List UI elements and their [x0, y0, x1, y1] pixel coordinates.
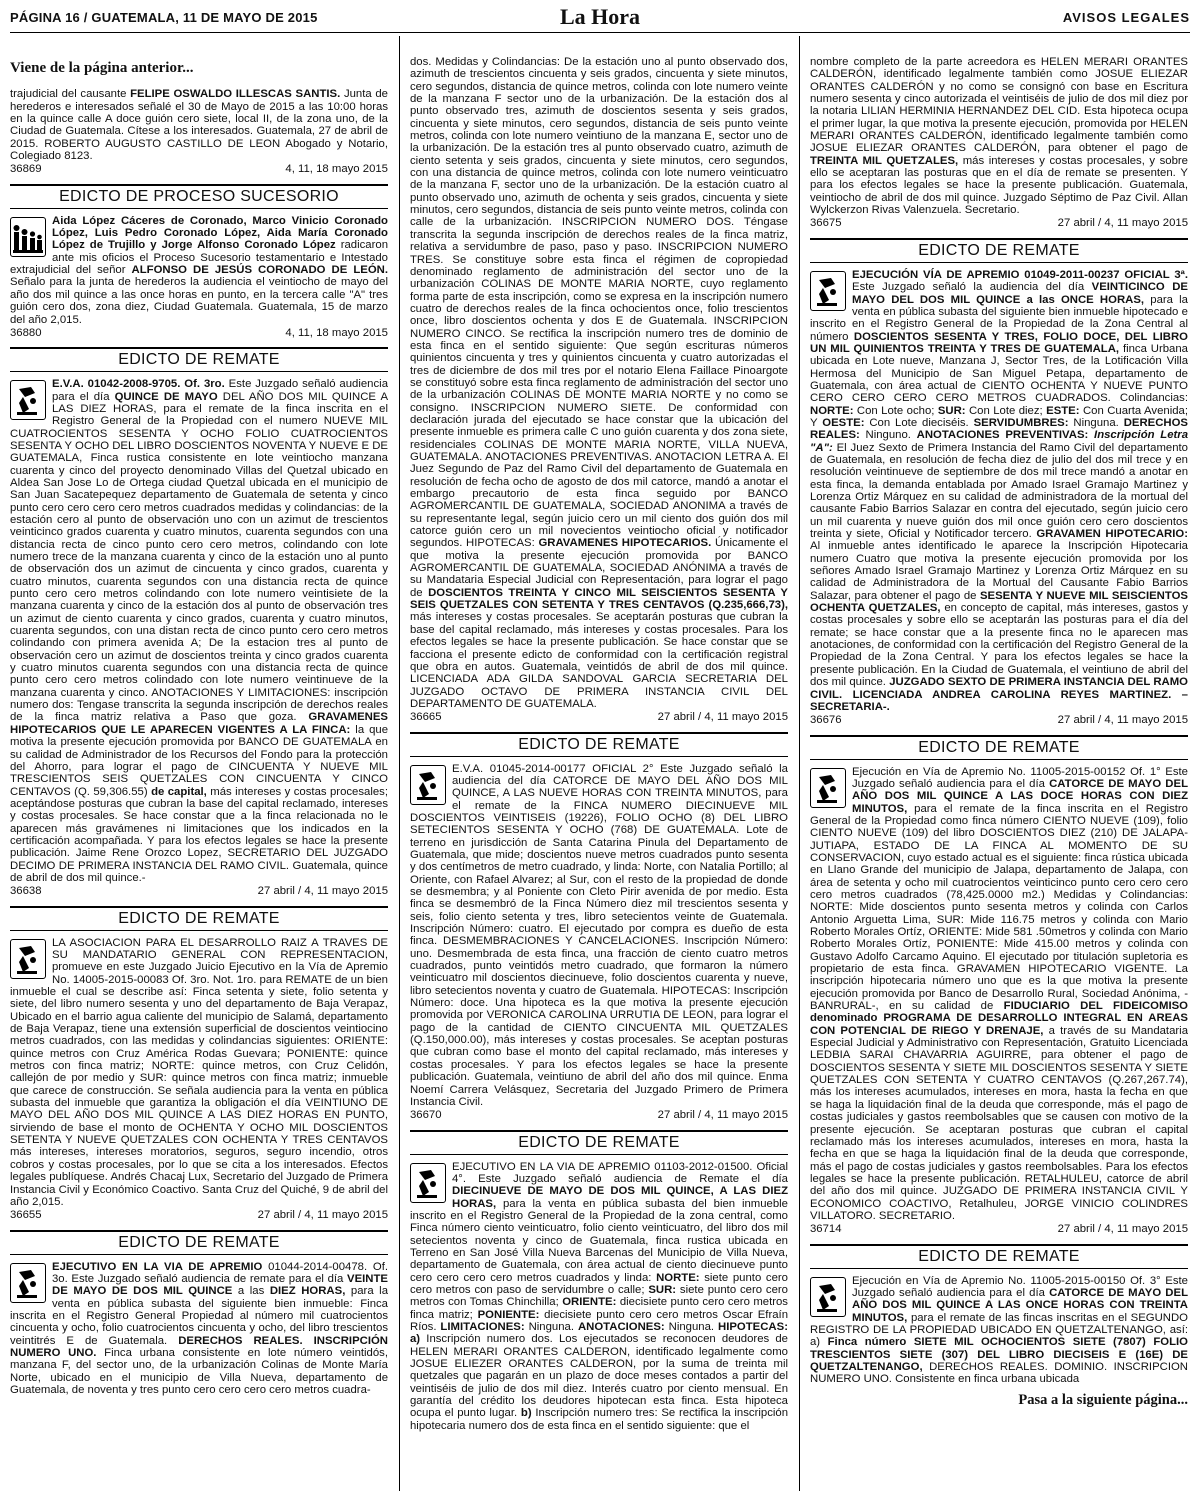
- continued-on-next-page: Pasa a la siguiente página...: [1018, 1391, 1188, 1408]
- notice-number: 36638: [10, 885, 42, 898]
- section-heading: EDICTO DE REMATE: [10, 1230, 388, 1255]
- notice-36869: trajudicial del causante FELIPE OSWALDO ILLESCAS SANTIS. Junta de herederos e interesados señalé el 30 de Mayo de 2015 a las 10:00 horas en la quince calle A doce guión cero siete, local II, de la zona uno, de la Ciudad de Guatemala. Cítese a los interesados. Guatemala, 27 de abril de 2015. ROBERTO AUGUSTO CASTILLO DE LEON Abogado y Notario, Colegiado 8123. 36869 4, 11, 18 mayo 2015: [10, 88, 388, 176]
- gavel-hand-icon: [410, 1163, 446, 1203]
- notice-number: 36670: [410, 1109, 442, 1122]
- header-rule: [10, 32, 1190, 33]
- column-divider: [399, 36, 400, 1491]
- column-3: [810, 56, 1188, 1489]
- notice-quetzaltenango: Ejecución en Vía de Apremio No. 11005-2015-00150 Of. 3° Este Juzgado señaló audiencia para el día CATORCE DE MAYO DEL AÑO DOS MIL QUINCE A LAS ONCE HORAS CON TREINTA MINUTOS, para el remate de las fincas inscritas en el SEGUNDO REGISTRO DE LA PROPIEDAD UBICADO EN QUETZALTENANGO, así: a) Finca número SIETE MIL OCHOCIENTOS SIETE (7807) FOLIO TRESCIENTOS SIETE (307) DEL LIBRO DIECISEIS E (16E) DE QUETZALTENANGO, DERECHOS REALES. DOMINIO. INSCRIPCION NUMERO UNO. Consistente en finca urbana ubicada: [810, 1274, 1188, 1386]
- notice-dates: 4, 11, 18 mayo 2015: [285, 163, 388, 176]
- gavel-hand-icon: [810, 768, 846, 808]
- notice-dates: 27 abril / 4, 11 mayo 2015: [257, 1209, 388, 1222]
- notice-36675: nombre completo de la parte acreedora es HELEN MERARI ORANTES CALDERÓN, identificado legalmente también como JOSUE ELIEZAR ORANTES CALDERÓN y no como se consignó con base en Escritura numero sesenta y cinco autorizada el veintiséis de julio de dos mil diez por la notaria LILIAN HERMINIA HERNANDEZ DEL CID. Esta hipoteca ocupa el primer lugar, la que motiva la presente ejecución, promovida por HELEN MERARI ORANTES CALDERÓN, identificado legalmente también como JOSUE ELIEZAR ORANTES CALDERÓN, para obtener el pago de TREINTA MIL QUETZALES, más intereses y costas procesales, y sobre ello se aceptaran las posturas que en el día de remate se presenten. Y para los efectos legales se hace la presente publicación. Guatemala, veintiocho de abril de dos mil quince. Juzgado Séptimo de Paz Civil. Allan Wylckerzon Rivas Valenzuela. Secretario. 36675 27 abril / 4, 11 mayo 2015: [810, 56, 1188, 230]
- column-2: [410, 56, 788, 1489]
- notice-36676: EJECUCIÓN VÍA DE APREMIO 01049-2011-00237 OFICIAL 3ª. Este Juzgado señaló la audiencia del día VEINTICINCO DE MAYO DEL DOS MIL QUINCE a las ONCE HORAS, para la venta en pública subasta del siguiente bien inmueble hipotecado e inscrito en el Registro General de la Propiedad de la Zona Central al número DOSCIENTOS SESENTA Y TRES, FOLIO DOCE, DEL LIBRO UN MIL QUINIENTOS TREINTA Y TRES DE GUATEMALA, finca Urbana ubicada en Lote nueve, Manzana J, Sector Tres, de la Lotificación Villa Hermosa del Municipio de San Miguel Petapa, departamento de Guatemala, con área actual de CIENTO OCHENTA Y NUEVE PUNTO CERO CERO CERO CERO METROS CUADRADOS. Colindancias: NORTE: Con Lote ocho; SUR: Con Lote diez; ESTE: Con Cuarta Avenida; Y OESTE: Con Lote dieciséis. SERVIDUMBRES: Ninguna. DERECHOS REALES: Ninguno. ANOTACIONES PREVENTIVAS: Inscripción Letra "A": El Juez Sexto de Primera Instancia del Ramo Civil del departamento de Guatemala, en resolución de fecha diez de julio del dos mil trece y en resolución veintinueve de septiembre de dos mil trece mandó a anotar en esta finca, la demanda entablada por Amado Israel Gramajo Martinez y Lorenza Ortiz Márquez en su calidad de administradora de la mortual del causante Fabio Barrios Salazar en contra del ejecutado, según juicio cero un mil cuarenta y nueve guión dos mil once guión cero cero doscientos treinta y siete, Oficial y Notificador tercero. GRAVAMEN HIPOTECARIO: Al inmueble antes identificado le aparece la Inscripción Hipotecaria numero Cuatro que motiva la presente ejecución promovida por los señores Amado Israel Gramajo Martinez y Lorenza Ortiz Márquez en su calidad de Administradora de la Mortual del Causante Fabio Barrios Salazar, para obtener el pago de SESENTA Y NUEVE MIL SEISCIENTOS OCHENTA QUETZALES, en concepto de capital, más intereses, gastos y costas procesales y sobre ello se aceptarán las posturas para el día del remate; se hace constar que a la presente finca no le aparecen mas anotaciones, de conformidad con la certificación del Registro General de la Propiedad de la Zona Central. Y para los efectos legales se hace la presente publicación. En la Ciudad de Guatemala, el veintiuno de abril del dos mil quince. JUZGADO SEXTO DE PRIMERA INSTANCIA DEL RAMO CIVIL. LICENCIADA ANDREA CAROLINA REYES MARTINEZ. –SECRETARIA-. 36676 27 abril / 4, 11 mayo 2015: [810, 268, 1188, 727]
- notice-36638: E.V.A. 01042-2008-9705. Of. 3ro. Este Juzgado señaló audiencia para el día QUINCE DE MAYO DEL AÑO DOS MIL QUINCE A LAS DIEZ HORAS, para el remate de la finca inscrita en el Registro General de la Propiedad con el numero NUEVE MIL CUATROCIENTOS SESENTA Y OCHO FOLIO CUATROCIENTOS SESENTA Y OCHO DEL LIBRO DOSCIENTOS NOVENTA Y NUEVE E DE GUATEMALA, Finca rustica consistente en lote veintiocho manzana cuarenta y cinco del proyecto denominado Villas del Quetzal ubicado en Aldea San Jose Lo de Ortega ciudad Quetzal ubicada en el municipio de San Juan Sacatepequez departamento de Guatemala de setenta y cinco punto cero cero cero cero metros cuadrados medidas y colindancias: de la estación cero al punto de observación uno con un azimut de trescientos veinticinco grados cuarenta y cuatro minutos, cuarenta segundos con una distancia recta de cinco punto cero cero metros, colindando con lote numero trece de la manzana cuarenta y cinco de la estación uno al punto de observación dos un azimut de cincuenta y cinco grados, cuarenta y cuatro minutos, cuarenta segundos con una distancia recta de quince punto cero cero metros colindando con lote numero veintisiete de la manzana cuarenta y cinco de la estación dos al punto de observación tres un azimut de ciento cuarenta y cinco grados, cuarenta y cuatro minutos, cuarenta segundos, con una distan recta de cinco punto cero cero metros colindando con primera avenida A; De la estacion tres al punto de observación cero un azimut de doscientos treinta y cinco grados cuarenta y cuatro minutos cuarenta segundos con una distancia recta de quince punto cero cero metros colindado con lote numero veintinueve de la manzana cuarenta y cinco. ANOTACIONES Y LIMITACIONES: inscripción numero dos: Tengase transcrita la segunda inscripción de derechos reales de la finca matriz relativa a Paso que goza. GRAVAMENES HIPOTECARIOS QUE LE APARECEN VIGENTES A LA FINCA: la que motiva la presente ejecución promovida por BANCO DE GUATEMALA en su calidad de Administrador de los Recursos del Fondo para la protección del Ahorro, para lograr el pago de CINCUENTA Y NUEVE MIL TRESCIENTOS SEIS QUETZALES CON CINCUENTA Y CINCO CENTAVOS (Q. 59,306.55) de capital, más intereses y costas procesales; aceptándose posturas que cubran la base del capital reclamado, intereses y costas procesales. Se hace constar que a la finca relacionada no le aparecen más gravámenes ni limitaciones que los indicados en la certificación acompañada. Y para los efectos legales se hace la presente publicación. Jaime Rene Orozco Lopez, SECRETARIO DEL JUZGADO DECIMO DE PRIMERA INSTANCIA DEL RAMO CIVIL. Guatemala, quince de abril de dos mil quince.- 36638 27 abril / 4, 11 mayo 2015: [10, 378, 388, 898]
- notice-36670: E.V.A. 01045-2014-00177 OFICIAL 2° Este Juzgado señaló la audiencia del día CATORCE DE MAYO DEL AÑO DOS MIL QUINCE, A LAS NUEVE HORAS CON TREINTA MINUTOS, para el remate de la FINCA NUMERO DIECINUEVE MIL DOSCIENTOS VEINTISEIS (19226), FOLIO OCHO (8) DEL LIBRO SETECIENTOS SESENTA Y OCHO (768) DE GUATEMALA. Lote de terreno en jurisdicción de Santa Catarina Pinula del Departamento de Guatemala, que mide; doscientos nueve metros cuadrados punto sesenta y dos centímetros de metro cuadrado, y linda: Norte, con Natalia Portillo; al Oriente, con Rafael Alvarez; al Sur, con el resto de la propiedad de donde se desmembra; y al Poniente con Cleto Pirir avenida de por medio. Esta finca se desmembró de la Finca Número diez mil trescientos sesenta y seis, folio ciento setenta y tres, libro setecientos veinte de Guatemala. Inscripción Número: cuatro. El ejecutado por compra es dueño de esta finca. DESMEMBRACIONES Y CANCELACIONES. Inscripción Número: uno. Desmembrada de esta finca, una fracción de ciento cuatro metros cuadrados, punto veintidós metro cuadrado, que formaron la número veinticuatro mil doscientos diecinueve, folio doscientos cuarenta y nueve, libro setecientos noventa y cuatro de Guatemala. HIPOTECAS: Inscripción Número: doce. Una hipoteca es la que motiva la presente ejecución promovida por VERONICA CAROLINA URRUTIA DE LEON, para lograr el pago de la cantidad de CIENTO CINCUENTA MIL QUETZALES (Q.150,000.00), más intereses y costas procesales. Se aceptan posturas que cubran como base el monto del capital reclamado, más intereses y costas procesales. Y para los efectos legales se hace la presente publicación. Guatemala, veintiuno de abril del año dos mil quince. Enma Noemí Carrera Velásquez, Secretaria del Juzgado Primero de Primera Instancia Civil. 36670 27 abril / 4, 11 mayo 2015: [410, 762, 788, 1122]
- section-heading: EDICTO DE PROCESO SUCESORIO: [10, 184, 388, 209]
- gavel-hand-icon: [10, 380, 46, 420]
- gavel-hand-icon: [10, 1263, 46, 1303]
- notice-dates: 27 abril / 4, 11 mayo 2015: [1057, 714, 1188, 727]
- notice-dates: 4, 11, 18 mayo 2015: [285, 326, 388, 339]
- section-heading: EDICTO DE REMATE: [810, 735, 1188, 760]
- notice-dates: 27 abril / 4, 11 mayo 2015: [657, 1109, 788, 1122]
- notice-dates: 27 abril / 4, 11 mayo 2015: [1057, 1223, 1188, 1236]
- section-heading: EDICTO DE REMATE: [810, 238, 1188, 263]
- section-heading: EDICTO DE REMATE: [810, 1244, 1188, 1269]
- gavel-hand-icon: [810, 1277, 846, 1317]
- gavel-hand-icon: [410, 765, 446, 805]
- page-header: [10, 4, 1190, 32]
- notice-36665: dos. Medidas y Colindancias: De la estación uno al punto observado dos, azimuth de trescientos cincuenta y seis grados, cincuenta y siete minutos, cero segundos, distancia de quince metros, colinda con lote numero veinte de la manzana F sector uno de la urbanización. De la estación dos al punto observado tres, azimuth de doscientos sesenta y seis grados, cincuenta y siete minutos, cero segundos, distancia de seis punto veinte metros, colinda con lote numero veintiuno de la manzana E, sector uno de la urbanización. De la estación tres al punto observado cuatro, azimuth de ciento setenta y seis grados, cincuenta y siete minutos, cero segundos, con una distancia de quince metros, colinda con lote numero veinticuatro de la manzana F, sector uno de la urbanización. De la estación cuatro al punto observado uno, azimuth de ochenta y seis grados, cincuenta y siete minutos, cero segundos, distancia de seis punto veinte metros, colinda con calle de la urbanización. INSCRIPCION NUMERO DOS. Téngase transcrita la segunda inscripción de derechos reales de la finca matriz, relativa a servidumbre de paso, paso y paso. INSCRIPCION NUMERO TRES. Se constituye sobre esta finca el régimen de copropiedad denominado reglamento de administración del sector uno de la urbanización COLINAS DE MONTE MARIA NORTE, cuyo reglamento forma parte de esta inscripción, como se expresa en la inscripción numero cuatro de derechos reales de la finca ochocientos once, folio trescientos once, libro doscientos ochenta y dos E de Guatemala. INSCRIPCION NUMERO CINCO. Se rectifica la inscripción numero tres de dominio de esta finca en el sentido siguiente: Que según escrituras números quinientos cincuenta y tres y quinientos cincuenta y cuatro autorizadas el tres de diciembre de dos mil tres por el notario Elena Faillace Pinoargote se constituyó sobre esta finca reglamento de administración del sector uno de la urbanización COLINAS DE MONTE MARIA NORTE y no como se consigno. INSCRIPCION NUMERO SIETE. De conformidad con declaración jurada del ejecutado se hace constar que la ubicación del presente inmueble es primera calle C uno guión cuarenta y dos zona siete, residenciales COLINAS DE MONTE MARIA NORTE, VILLA NUEVA, GUATEMALA. ANOTACIONES PREVENTIVAS. ANOTACION LETRA A. El Juez Segundo de Paz del Ramo Civil del departamento de Guatemala en resolución de fecha ocho de agosto de dos mil catorce, mandó a anotar el embargo precautorio de esta finca seguido por BANCO AGROMERCANTIL DE GUATEMALA, SOCIEDAD ANONIMA a través de su representante legal, según juicio cero un mil ciento dos guión dos mil catorce guión cero un mil novecientos veintiocho oficial y notificador segundos. HIPOTECAS: GRAVAMENES HIPOTECARIOS. Únicamente el que motiva la presente ejecución promovida por BANCO AGROMERCANTIL DE GUATEMALA, SOCIEDAD ANÓNIMA a través de su Mandataria Especial Judicial con Representación, para lograr el pago de DOSCIENTOS TREINTA Y CINCO MIL SEISCIENTOS SESENTA Y SEIS QUETZALES CON SETENTA Y TRES CENTAVOS (Q.235,666,73), más intereses y costas procesales. Se aceptarán posturas que cubran la base del capital reclamado, más intereses y costas procesales. Para los efectos legales se hace la presente publicación. Se hace constar que se facciona el presente edicto de conformidad con la certificación registral que obra en autos. Guatemala, veintidós de abril de dos mil quince. LICENCIADA ADA GILDA SANDOVAL GARCIA SECRETARIA DEL JUZGADO OCTAVO DE PRIMERA INSTANCIA CIVIL DEL DEPARTAMENTO DE GUATEMALA. 36665 27 abril / 4, 11 mayo 2015: [410, 56, 788, 724]
- notice-number: 36869: [10, 163, 42, 176]
- notice-number: 36675: [810, 217, 842, 230]
- notice-dates: 27 abril / 4, 11 mayo 2015: [657, 711, 788, 724]
- gavel-hand-icon: [10, 939, 46, 979]
- notice-number: 36676: [810, 714, 842, 727]
- notice-36655: LA ASOCIACION PARA EL DESARROLLO RAIZ A TRAVES DE SU MANDATARIO GENERAL CON REPRESENTACION, promueve en este Juzgado Juicio Ejecutivo en la Vía de Apremio No. 14005-2015-00083 Of. 3ro. Not. 1ro. para REMATE de un bien inmueble el cual se describe así: Finca setenta y siete, folio setenta y siete, del libro numero sesenta y uno del departamento de Baja Verapaz, Ubicado en el barrio agua caliente del municipio de Salamá, departamento de Baja Verapaz, tiene una extensión superficial de doscientos veintiocino metros cuadrados, con las medidas y colindancias siguientes: ORIENTE: quince metros con Cruz América Rodas Guevara; PONIENTE: quince metros con finca matriz; NORTE: quince metros, con Cruz Celidón, callejón de por medio y SUR: quince metros con finca matriz; inmueble que carece de construcción. Se señala audiencia para la venta en pública subasta del inmueble que garantiza la obligación el día VEINTIUNO DE MAYO DEL AÑO DOS MIL QUINCE A LAS DIEZ HORAS EN PUNTO, sirviendo de base el monto de OCHENTA Y OCHO MIL DOSCIENTOS SETENTA Y NUEVE QUETZALES CON OCHENTA Y TRES CENTAVOS más intereses, intereses moratorios, seguros, seguro incendio, otros cobros y costas procesales, por lo que se cita a los interesados. Efectos legales publíquese. Andrés Chacaj Lux, Secretario del Juzgado de Primera Instancia Civil y Económico Coactivo. Santa Cruz del Quiché, 9 de abril del año 2,015. 36655 27 abril / 4, 11 mayo 2015: [10, 936, 388, 1222]
- notice-number: 36665: [410, 711, 442, 724]
- continued-from-label: Viene de la página anterior...: [10, 60, 194, 76]
- family-icon: [10, 217, 46, 257]
- page-folio: PÁGINA 16 / GUATEMALA, 11 DE MAYO DE 2015: [10, 10, 318, 25]
- notice-36880: Aida López Cáceres de Coronado, Marco Vinicio Coronado López, Luis Pedro Coronado López, Aida María Coronado López de Trujillo y Jorge Alfonso Coronado López radicaron ante mis oficios el Proceso Sucesorio testamentario e Intestado extrajudicial del señor ALFONSO DE JESÚS CORONADO DE LEÓN. Señalo para la junta de herederos la audiencia el veintiocho de mayo del año dos mil quince a las once horas en punto, en la tercera calle "A" tres guión cero dos, zona diez, Ciudad Guatemala. Guatemala, 15 de marzo del año 2,015. 36880 4, 11, 18 mayo 2015: [10, 214, 388, 339]
- section-heading: EDICTO DE REMATE: [410, 732, 788, 757]
- notice-dates: 27 abril / 4, 11 mayo 2015: [1057, 217, 1188, 230]
- notice-36675-start: EJECUTIVO EN LA VIA DE APREMIO 01103-2012-01500. Oficial 4°. Este Juzgado señaló audiencia de Remate el día DIECINUEVE DE MAYO DE DOS MIL QUINCE, A LAS DIEZ HORAS, para la venta en pública subasta del bien inmueble inscrito en el Registro General de la Propiedad de la zona central, como Finca número ciento veinticuatro, folio ciento veinticuatro, del libro dos mil setecientos noventa y cinco de Guatemala, finca rustica ubicada en Terreno en San José Villa Nueva Barcenas del Municipio de Villa Nueva, departamento de Guatemala, con área actual de ciento diecinueve punto cero cero cero cero metros cuadrados y linda: NORTE: siete punto cero cero metros con paso de servidumbre o calle; SUR: siete punto cero cero metros con Tomas Chinchilla; ORIENTE: diecisiete punto cero cero metros finca matriz; PONIENTE: diecisiete punto cero cero metros Oscar Efraín Ríos. LIMITACIONES: Ninguna. ANOTACIONES: Ninguna. HIPOTECAS: a) Inscripción numero dos. Los ejecutados se reconocen deudores de HELEN MERARI ORANTES CALDERON, identificado legalmente como JOSUE ELIEZER ORANTES CALDERON, por la suma de treinta mil quetzales que pagarán en un plazo de doce meses contados a partir del veintiséis de julio de dos mil diez. Interés cuatro por ciento mensual. En garantía del crédito los deudores hipotecan esta finca. Esta hipoteca ocupa el punto lugar. b) Inscripción numero tres: Se rectifica la inscripción hipotecaria numero dos de esta finca en el sentido siguiente: que el: [410, 1160, 788, 1432]
- notice-number: 36655: [10, 1209, 42, 1222]
- section-heading: EDICTO DE REMATE: [10, 347, 388, 372]
- section-heading: EDICTO DE REMATE: [10, 906, 388, 931]
- notice-number: 36880: [10, 326, 42, 339]
- notice-number: 36714: [810, 1223, 842, 1236]
- gavel-hand-icon: [810, 271, 846, 311]
- column-1: [10, 52, 388, 1490]
- section-heading: EDICTO DE REMATE: [410, 1130, 788, 1155]
- notice-36670-start: EJECUTIVO EN LA VIA DE APREMIO 01044-2014-00478. Of. 3o. Este Juzgado señaló audiencia de remate para el día VEINTE DE MAYO DE DOS MIL QUINCE a las DIEZ HORAS, para la venta en pública subasta del siguiente bien inmueble: Finca inscrita en el Registro General Propiedad al número mil cuatrocientos cincuenta y ocho, folio cuatrocientos cincuenta y ocho, del libro trescientos veintitrés E de Guatemala. DERECHOS REALES. INSCRIPCIÓN NUMERO UNO. Finca urbana consistente en lote número veintidós, manzana F, del sector uno, de la urbanización Colinas de Monte María Norte, ubicado en el municipio de Villa Nueva, departamento de Guatemala, de noventa y tres punto cero cero cero cero metros cuadra-: [10, 1260, 388, 1396]
- notice-36714: Ejecución en Vía de Apremio No. 11005-2015-00152 Of. 1° Este Juzgado señaló audiencia para el día CATORCE DE MAYO DEL AÑO DOS MIL QUINCE A LAS DOCE HORAS CON DIEZ MINUTOS, para el remate de la finca inscrita en el Registro General de la Propiedad como finca número CIENTO NUEVE (109), folio CIENTO NUEVE (109) del libro DOSCIENTOS DIEZ (210) DE JALAPA-JUTIAPA, ESTADO DE LA FINCA AL MOMENTO DE SU CONSERVACION, cuyo estado actual es el siguiente: finca rústica ubicada en Llano Grande del municipio de Jalapa, departamento de Jalapa, con área de setenta y ocho mil cuatrocientos veinticinco punto cero cero cero cero metros cuadrados (78,425.0000 m2.) Medidas y Colindancias: NORTE: Mide doscientos punto sesenta metros y colinda con Carlos Antonio Arguetta Lima, SUR: Mide 116.75 metros y colinda con Mario Roberto Morales Ortíz, ORIENTE: Mide 581 .50metros y colinda con Mario Roberto Morales Ortíz, PONIENTE: Mide 415.00 metros y colinda con Gustavo Adolfo Carcamo Aquino. El ejecutado por titulación supletoria es propietario de esta finca. GRAVAMEN HIPOTECARIO VIGENTE. La inscripción hipotecaria número uno que es la que motiva la presente ejecución promovida por Banco de Desarrollo Rural, Sociedad Anónima, -BANRURAL-, en su calidad de FIDUCIARIO DEL FIDEICOMISO denominado PROGRAMA DE DESARROLLO INTEGRAL EN AREAS CON POTENCIAL DE RIEGO Y DRENAJE, a través de su Mandataria Especial Judicial y Administrativo con Representación, Gratuito Licenciada LEDBIA SARAI CHAVARRIA AGUIRRE, para obtener el pago de DOSCIENTOS SESENTA Y SIETE MIL DOSCIENTOS SESENTA Y SIETE QUETZALES CON SETENTA Y CUATRO CENTAVOS (Q.267,267.74), más los intereses acumulados, intereses en mora, hasta la fecha en que se haga la liquidación final de la deuda que corresponde, más el pago de costas judiciales y gastos reembolsables que se causen con motivo de la presente ejecución. Se aceptaran posturas que cubran el capital reclamado más los intereses acumulados, intereses en mora, hasta la fecha en que se haga la liquidación final de la deuda que corresponde, más el pago de costas judiciales y gastos reembolsables. Para los efectos legales se hace la presente publicación. RETALHULEU, catorce de abril del año dos mil quince. JUZGADO DE PRIMERA INSTANCIA CIVIL Y ECONOMICO COACTIVO, Retalhuleu, JORGE VINICIO COLINDRES VILLATORO. SECRETARIO. 36714 27 abril / 4, 11 mayo 2015: [810, 765, 1188, 1236]
- section-title: AVISOS LEGALES: [1062, 10, 1190, 25]
- column-divider: [799, 36, 800, 1491]
- notice-dates: 27 abril / 4, 11 mayo 2015: [257, 885, 388, 898]
- newspaper-logo: La Hora: [559, 4, 641, 29]
